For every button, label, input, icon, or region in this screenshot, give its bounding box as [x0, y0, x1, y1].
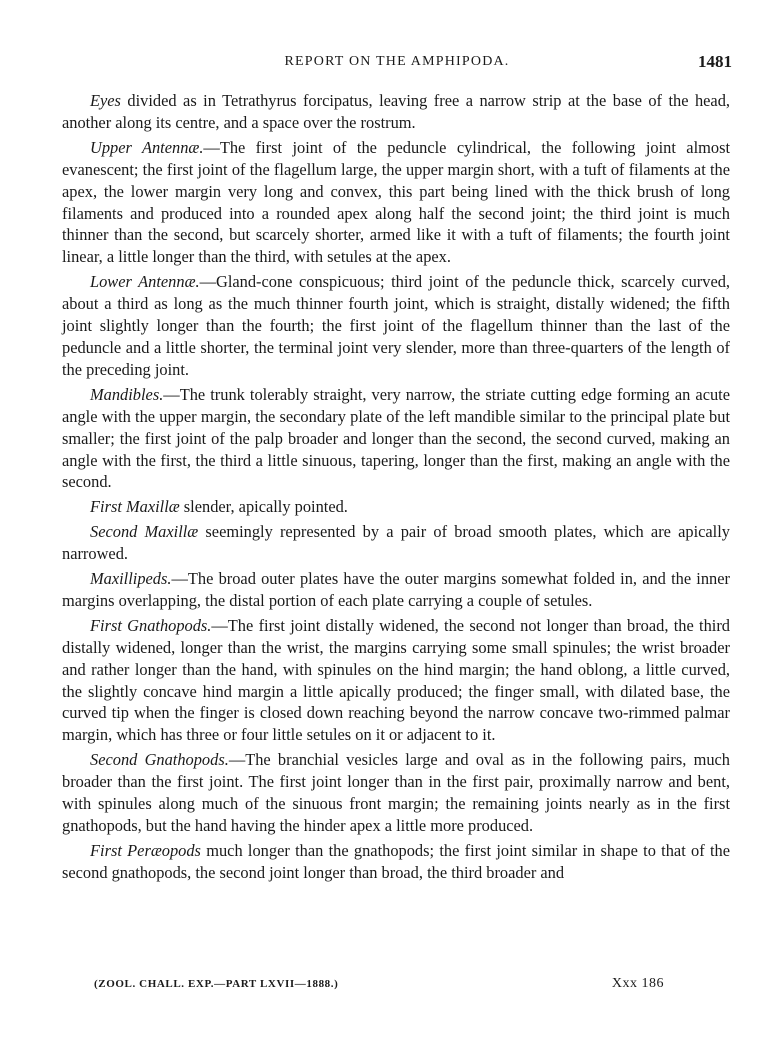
text-first-gnathopods: —The first joint distally widened, the second not longer than broad, the third distally widened, longer than the wrist, the margins carrying some small spinules; the wrist broader and rather longer than the hand, with spinules on the hind margin; the hand oblong, a little curved, the slightly concave hind margin a little apically produced; the finger small, with dilated base, the curved tip when the finger is closed down reaching beyond the narrow concave two-rimmed palmar margin, which has three or four little setules on it or adjacent to it.: [62, 615, 730, 745]
text-mandibles: —The trunk tolerably straight, very narrow, the striate cutting edge forming an acute angle with the upper margin, the secondary plate of the left mandible similar to the principal plate but smaller; the first joint of the palp broader and longer than the second, the second curved, making an angle with the first, the third a little sinuous, tapering, longer than the first, making an angle with the second.: [62, 384, 730, 492]
term-first-peraeopods: First Peræopods: [90, 840, 201, 860]
paragraph-first-peraeopods: [62, 840, 730, 884]
page-header: [62, 52, 732, 76]
term-mandibles: Mandibles.: [90, 384, 164, 404]
text-second-maxillae: seemingly represented by a pair of broad smooth plates, which are apically narrowed.: [62, 522, 730, 564]
signature-mark: Xxx 186: [611, 976, 664, 991]
page-number: 1481: [698, 52, 732, 71]
text-first-peraeopods: much longer than the gnathopods; the first joint similar in shape to that of the second gnathopods, the second joint longer than broad, the third broader and: [62, 840, 731, 882]
paragraph-eyes: [62, 90, 730, 134]
term-first-maxillae: First Maxillæ: [90, 497, 180, 517]
paragraph-second-maxillae: [62, 521, 730, 565]
text-upper-antennae: —The first joint of the peduncle cylindrical, the following joint almost evanescent; the first joint of the flagellum large, the upper margin short, with a tuft of filaments at the apex, the lower margin very long and convex, this part being lined with the thick brush of long filaments and produced into a rounded apex along half the second joint; the third joint is much thinner than the second, but scarcely shorter, armed like it with a tuft of filaments; the fourth joint linear, a little longer than the third, with setules at the apex.: [62, 137, 731, 267]
term-first-gnathopods: First Gnathopods.: [90, 615, 212, 635]
text-eyes: divided as in Tetrathyrus forcipatus, leaving free a narrow strip at the base of the head, another along its centre, and a space over the rostrum.: [62, 91, 730, 132]
paragraph-upper-antennae: [62, 137, 730, 268]
paragraph-first-gnathopods: [62, 615, 730, 746]
running-title: REPORT ON THE AMPHIPODA.: [284, 54, 510, 69]
term-maxillipeds: Maxillipeds.: [90, 569, 172, 589]
text-second-gnathopods: —The branchial vesicles large and oval as in the following pairs, much broader than the first joint. The first joint longer than in the first pair, proximally narrow and bent, with spinules along much of the sinuous front margin; the remaining joints nearly as in the first gnathopods, but the hand having the hinder apex a little more produced.: [62, 750, 730, 835]
term-second-maxillae: Second Maxillæ: [90, 522, 199, 542]
footer-reference: (ZOOL. CHALL. EXP.—PART LXVII—1888.): [94, 978, 339, 990]
page-footer: [94, 976, 674, 996]
term-lower-antennae: Lower Antennæ.: [90, 272, 200, 292]
term-upper-antennae: Upper Antennæ.: [90, 137, 204, 157]
text-maxillipeds: —The broad outer plates have the outer margins somewhat folded in, and the inner margins overlapping, the distal portion of each plate carrying a couple of setules.: [62, 569, 730, 610]
term-eyes: Eyes: [90, 91, 121, 110]
text-first-maxillae: slender, apically pointed.: [179, 497, 348, 517]
term-second-gnathopods: Second Gnathopods.: [90, 750, 229, 770]
paragraph-mandibles: [62, 384, 730, 494]
paragraph-maxillipeds: [62, 568, 730, 612]
paragraph-first-maxillae: [62, 496, 730, 518]
body-text: [62, 90, 730, 887]
paragraph-second-gnathopods: [62, 749, 730, 837]
text-lower-antennae: —Gland-cone conspicuous; third joint of the peduncle thick, scarcely curved, about a third as long as the much thinner fourth joint, which is straight, distally widened; the fifth joint slightly longer than the fourth; the first joint of the flagellum thinner than the last of the peduncle and a little shorter, the terminal joint very slender, more than three-quarters of the length of the preceding joint.: [62, 272, 731, 379]
paragraph-lower-antennae: [62, 271, 730, 381]
